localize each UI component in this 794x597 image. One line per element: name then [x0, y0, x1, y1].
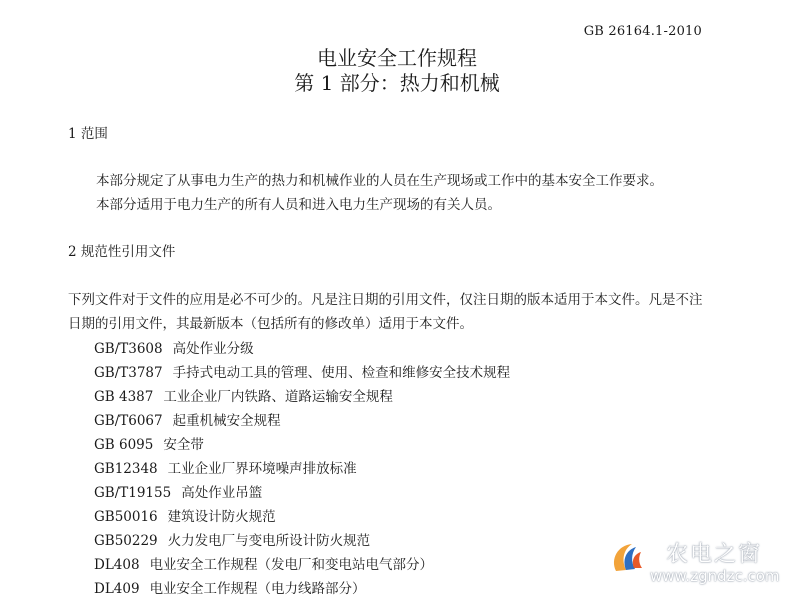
section-2-intro: 日期的引用文件，其最新版本（包括所有的修改单）适用于本文件。	[68, 316, 473, 332]
reference-item	[94, 409, 281, 429]
reference-item	[94, 457, 357, 477]
reference-code: DL409	[94, 581, 140, 597]
reference-code: GB 6095	[94, 437, 154, 453]
reference-code: GB/T19155	[94, 485, 172, 501]
reference-code: GB50016	[94, 509, 158, 525]
reference-code: GB 4387	[94, 389, 154, 405]
reference-code: GB50229	[94, 533, 158, 549]
reference-title: 电业安全工作规程（电力线路部分）	[149, 581, 366, 597]
reference-title: 建筑设计防火规范	[167, 509, 276, 525]
reference-item	[94, 553, 433, 573]
section-1-paragraph: 本部分适用于电力生产的所有人员和进入电力生产现场的有关人员。	[96, 197, 501, 213]
section-1-paragraph: 本部分规定了从事电力生产的热力和机械作业的人员在生产现场或工作中的基本安全工作要求。	[96, 173, 663, 189]
document-subtitle: 第 1 部分：热力和机械	[294, 71, 500, 95]
reference-item	[94, 529, 370, 549]
reference-title: 火力发电厂与变电所设计防火规范	[167, 533, 371, 549]
reference-item	[94, 433, 204, 453]
reference-title: 高处作业吊篮	[181, 485, 263, 501]
reference-code: GB12348	[94, 461, 158, 477]
section-2-heading: 2 规范性引用文件	[68, 244, 176, 260]
watermark-site-url: www.zgndzc.com	[650, 567, 780, 585]
reference-title: 电业安全工作规程（发电厂和变电站电气部分）	[149, 557, 434, 573]
reference-title: 安全带	[163, 437, 204, 453]
reference-code: GB/T6067	[94, 413, 163, 429]
section-2-intro: 下列文件对于文件的应用是必不可少的。凡是注日期的引用文件，仅注日期的版本适用于本文件。凡是不注	[68, 292, 703, 308]
site-watermark	[598, 533, 788, 591]
reference-title: 工业企业厂内铁路、道路运输安全规程	[163, 389, 393, 405]
reference-item	[94, 481, 262, 501]
reference-title: 工业企业厂界环境噪声排放标准	[167, 461, 357, 477]
section-1-heading: 1 范围	[68, 126, 108, 142]
reference-code: GB/T3608	[94, 341, 163, 357]
reference-item	[94, 577, 366, 597]
reference-code: GB/T3787	[94, 365, 163, 381]
reference-item	[94, 385, 393, 405]
reference-title: 高处作业分级	[172, 341, 254, 357]
reference-title: 手持式电动工具的管理、使用、检查和维修安全技术规程	[172, 365, 511, 381]
reference-item	[94, 361, 510, 381]
reference-code: DL408	[94, 557, 140, 573]
site-logo-icon	[604, 537, 650, 583]
document-title: 电业安全工作规程	[317, 46, 477, 70]
reference-item	[94, 505, 276, 525]
watermark-site-name: 农电之窗	[666, 542, 763, 567]
reference-item	[94, 337, 254, 357]
standard-number: GB 26164.1-2010	[583, 24, 702, 39]
reference-title: 起重机械安全规程	[172, 413, 281, 429]
